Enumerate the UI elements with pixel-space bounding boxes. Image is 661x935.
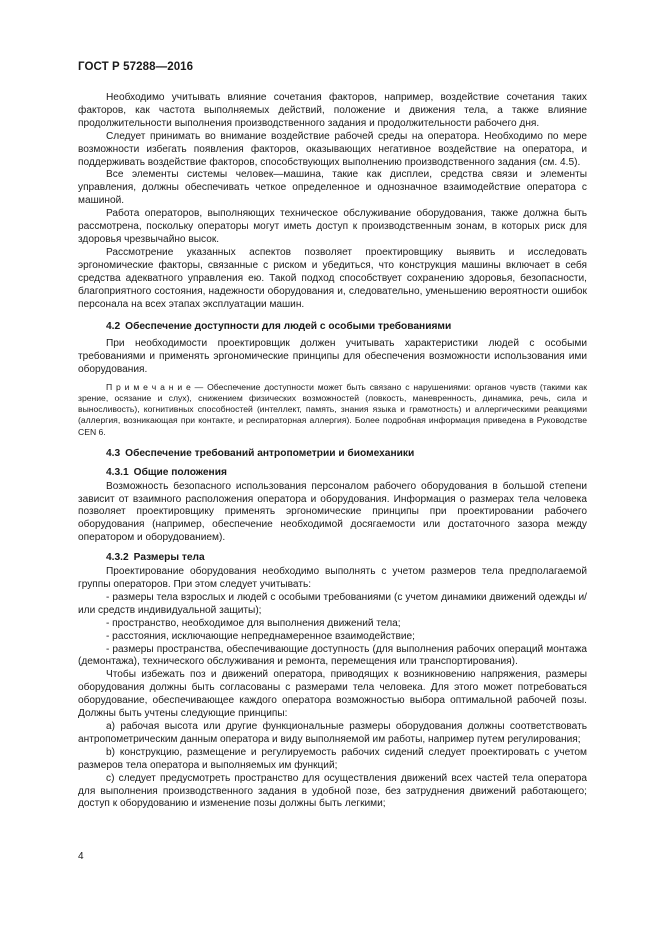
section-number: 4.2 [106,321,121,333]
paragraph: При необходимости проектировщик должен учитывать характеристики людей с особыми требованиями и применять эргономические принципы для обеспечения возможности использования ими оборудования. [78,338,587,376]
section-heading-4-3-2 [78,551,587,564]
section-heading-4-2 [78,320,587,333]
list-item: - расстояния, исключающие непреднамеренное взаимодействие; [106,630,415,642]
paragraph: Рассмотрение указанных аспектов позволяет проектировщику выявить и исследовать эргономические факторы, связанные с риском и убедиться, что конструкция машины включает в себя средства адекватного управления ею. Такой подход способствует сохранению здоровья, безопасности, благоприятного состояния, надежности оборудования и, следовательно, уменьшению вероятности ошибок персонала на всех этапах эксплуатации машин. [78,246,587,310]
section-title: Обеспечение доступности для людей с особыми требованиями [125,321,452,333]
list-item: b) конструкцию, размещение и регулируемость рабочих сидений следует проектировать с учетом размеров тела оператора и выполняемых им функций; [78,746,587,771]
paragraph: Возможность безопасного использования персоналом рабочего оборудования в большой степени зависит от взаимного расположения оператора и оборудования. Информация о размерах тела человека позволяет проектировщику применять эргономические принципы при проектировании рабочего оборудования (например, обеспечение необходимой досягаемости или достаточного зазора между оператором и оборудованием). [78,480,587,544]
section-heading-4-3-1 [78,466,587,479]
section-number: 4.3 [106,447,121,459]
note [78,382,587,437]
list-item: а) рабочая высота или другие функциональные размеры оборудования должны соответствовать антропометрическим данным оператора и виду выполняемой им работы, например путем регулирования; [78,721,587,745]
paragraph: Чтобы избежать поз и движений оператора, приводящих к возникновению напряжения, размеры оборудования должны быть согласованы с размерами тела человека. Для этого может потребоваться оборудование, обеспечивающее каждого оператора возможностью выбора оптимальной рабочей позы. Должны быть учтены следующие принципы: [78,669,587,720]
list-item: - пространство, необходимое для выполнения движений тела; [106,617,401,629]
paragraph: Работа операторов, выполняющих техническое обслуживание оборудования, также должна быть рассмотрена, поскольку операторы могут иметь доступ к производственным зонам, в которых риск для здоровья чрезвычайно высок. [78,208,587,245]
paragraph: Необходимо учитывать влияние сочетания факторов, например, воздействие сочетания таких факторов, как частота выполняемых действий, положение и движения тела, а также влияние продолжительности выполнения производственного задания и продолжительности рабочего дня. [78,92,587,129]
section-title: Размеры тела [133,552,205,564]
note-text: — Обеспечение доступности может быть связано с нарушениями: органов чувств (такими как зрение, осязание и слух), снижением физических возможностей (ловкость, маневренность, динамика, речь, сила и выносливость), когнитивных способностей (интеллект, память, знания языка и грамотность) и аллергическими реакциями (аллергия, возникающая при контакте, и респираторная аллергия). Более подробная информация приведена в Руководстве CEN 6. [78,382,587,437]
section-number: 4.3.2 [106,552,129,564]
section-title: Общие положения [133,466,227,478]
document-body [78,92,587,811]
paragraph: Все элементы системы человек—машина, такие как дисплеи, средства связи и элементы управления, должны обеспечивать четкое определенное и однозначное взаимодействие оператора с машиной. [78,169,587,207]
list-item: - размеры тела взрослых и людей с особыми требованиями (с учетом динамики движений одежды и/или средств индивидуальной защиты); [78,591,587,616]
page-number: 4 [78,851,84,862]
section-title: Обеспечение требований антропометрии и биомеханики [125,447,415,459]
paragraph: Проектирование оборудования необходимо выполнять с учетом размеров тела предполагаемой группы операторов. При этом следует учитывать: [78,566,587,591]
list-item: с) следует предусмотреть пространство для осуществления движений всех частей тела оператора для выполнения производственного задания в удобной позе, без затруднения движений работающего; доступ к оборудованию и изменение позы должны быть легкими; [78,772,587,810]
list-item: - размеры пространства, обеспечивающие доступность (для выполнения рабочих операций монтажа (демонтажа), технического обслуживания и ремонта, перемещения или транспортирования). [78,643,587,668]
section-number: 4.3.1 [106,466,129,478]
note-label: П р и м е ч а н и е [106,382,191,393]
paragraph: Следует принимать во внимание воздействие рабочей среды на оператора. Необходимо по мере возможности избегать появления факторов, оказывающих негативное воздействие на оператора, и поддерживать воздействие факторов, способствующих выполнению производственного задания (см. 4.5). [78,130,587,168]
document-header: ГОСТ Р 57288—2016 [78,61,194,73]
section-heading-4-3 [78,447,587,460]
